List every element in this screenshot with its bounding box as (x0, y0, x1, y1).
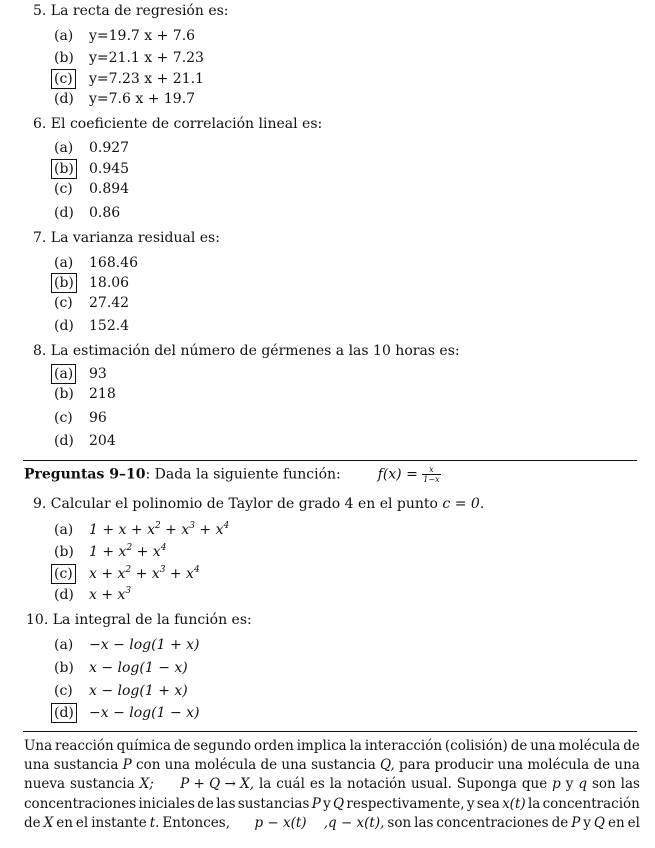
q10-option-a-label: (a) (54, 637, 74, 653)
paragraph-word: una (497, 757, 524, 774)
paragraph-word: Una (24, 738, 53, 754)
paragraph-word: con (136, 757, 161, 774)
q10-option-b-label: (b) (54, 660, 74, 676)
q5-option-c-label: (c) (51, 69, 76, 89)
paragraph-word: la (258, 776, 272, 793)
question-9-text: 9. Calcular el polinomio de Taylor de grado 4 en el punto (33, 496, 443, 512)
paragraph-word: t. (149, 814, 160, 831)
q6-option-b-value: 0.945 (89, 161, 130, 177)
paragraph-word: (colisión) (444, 738, 508, 754)
q5-option-a-label: (a) (54, 28, 74, 44)
q6-option-d-value: 0.86 (89, 205, 121, 221)
paragraph-word: notación (347, 776, 406, 793)
q8-option-a-label: (a) (51, 364, 76, 384)
function-definition: f(x) = (377, 466, 423, 483)
paragraph-word: interacción (364, 738, 443, 754)
q8-option-d-label: (d) (54, 433, 74, 449)
paragraph-word: respectivamente, (346, 795, 465, 812)
paragraph-word: sustancia (53, 757, 119, 774)
paragraph-word: la (349, 738, 362, 754)
paragraph-word: orden (253, 738, 294, 754)
q7-option-d-label: (d) (54, 318, 74, 334)
q7-option-a-label: (a) (54, 255, 74, 271)
q8-option-b-label: (b) (54, 386, 74, 402)
q8-option-c-label: (c) (54, 410, 73, 426)
q8-option-d-value: 204 (89, 433, 116, 449)
q6-option-b-label: (b) (51, 159, 77, 179)
question-5: 5. La recta de regresión es: (33, 3, 229, 19)
q7-option-d-value: 152.4 (89, 318, 130, 334)
paragraph-word: una (614, 757, 640, 774)
paragraph-word: que (521, 776, 548, 793)
question-9-point: c = 0 (442, 496, 480, 512)
q5-option-c-value: y=7.23 x + 21.1 (89, 71, 204, 87)
q6-option-c-value: 0.894 (89, 181, 130, 197)
paragraph-line-1 (24, 737, 640, 756)
paragraph-word: molécula (558, 738, 621, 754)
paragraph-word: el (75, 814, 89, 831)
paragraph-line-4 (24, 795, 640, 814)
problem-paragraph (24, 737, 640, 833)
section-header (24, 465, 441, 484)
paragraph-word: la (329, 776, 343, 793)
paragraph-word: en (607, 814, 625, 831)
q5-option-d-value: y=7.6 x + 19.7 (89, 91, 196, 107)
q5-option-a-value: y=19.7 x + 7.6 (89, 28, 196, 44)
paragraph-word: y (583, 814, 591, 831)
section-header-text: : Dada la siguiente función: (145, 466, 341, 483)
fraction-denominator: 1−x (423, 475, 440, 484)
paragraph-word: y (565, 776, 574, 793)
paragraph-word: una (281, 757, 307, 774)
q5-option-d-label: (d) (54, 91, 74, 107)
paragraph-word: sustancia (311, 757, 376, 774)
paragraph-word: de (623, 738, 640, 754)
paragraph-word: concentraciones (24, 795, 137, 812)
q10-option-d-label: (d) (51, 703, 77, 723)
question-6: 6. El coeficiente de correlación lineal es: (33, 116, 323, 132)
paragraph-word: Entonces, (162, 814, 230, 831)
q9-option-c-label: (c) (51, 564, 76, 584)
section-divider (23, 460, 637, 461)
paragraph-word: Q (333, 795, 345, 812)
paragraph-word: química (116, 738, 171, 754)
paragraph-line-5 (24, 814, 640, 833)
paragraph-word: producir (434, 757, 494, 774)
q5-option-b-label: (b) (54, 50, 74, 66)
q7-option-c-value: 27.42 (89, 295, 130, 311)
q8-option-b-value: 218 (89, 386, 116, 402)
paragraph-word: las (414, 814, 434, 831)
q9-option-d-value: $x + x^3$ (89, 586, 132, 603)
question-9-period: . (479, 496, 485, 512)
paragraph-word: de (593, 757, 611, 774)
question-9 (33, 496, 484, 512)
paragraph-word: son (591, 776, 616, 793)
q9-option-a-label: (a) (54, 522, 74, 538)
q8-option-a-value: 93 (89, 366, 107, 382)
paragraph-word: de (510, 738, 528, 754)
q7-option-a-value: 168.46 (89, 255, 138, 271)
q9-option-b-label: (b) (54, 544, 74, 560)
q10-option-c-label: (c) (54, 683, 73, 699)
fraction-numerator: x (422, 465, 440, 475)
paragraph-word: nueva (24, 776, 66, 793)
q10-option-c-value: x − log(1 + x) (89, 683, 188, 699)
paragraph-word: cuál (276, 776, 305, 793)
paragraph-word: de (197, 795, 214, 812)
paragraph-word: usual. (410, 776, 452, 793)
q7-option-b-value: 18.06 (89, 275, 130, 291)
paragraph-word: son (387, 814, 412, 831)
question-10: 10. La integral de la función es: (26, 612, 252, 628)
paragraph-word: Q, (380, 757, 395, 774)
q8-option-c-value: 96 (89, 410, 107, 426)
paragraph-word: iniciales (138, 795, 195, 812)
section-header-bold: Preguntas 9–10 (24, 466, 146, 483)
q9-option-d-label: (d) (54, 587, 74, 603)
paragraph-word: X; (139, 776, 154, 793)
q6-option-a-label: (a) (54, 140, 74, 156)
paragraph-word: instante (91, 814, 147, 831)
paragraph-word: Suponga (456, 776, 517, 793)
paragraph-word: sustancias (237, 795, 310, 812)
paragraph-word: de (173, 738, 191, 754)
paragraph-word: de (260, 757, 278, 774)
paragraph-word: las (216, 795, 236, 812)
q10-option-a-value: −x − log(1 + x) (89, 637, 200, 653)
paragraph-word: y (466, 795, 475, 812)
paragraph-word: una (164, 757, 191, 774)
q10-option-b-value: x − log(1 − x) (89, 660, 188, 676)
paragraph-word: segundo (193, 738, 252, 754)
paragraph-word: P (311, 795, 321, 812)
paragraph-word: q (578, 776, 587, 793)
paragraph-word: las (620, 776, 640, 793)
question-8: 8. La estimación del número de gérmenes a las 10 horas es: (33, 343, 460, 359)
paragraph-word: molécula (194, 757, 257, 774)
paragraph-word: una (24, 757, 50, 774)
paragraph-word: p (552, 776, 561, 793)
q7-option-c-label: (c) (54, 295, 73, 311)
paragraph-word: y (323, 795, 331, 812)
paragraph-word: de (24, 814, 41, 831)
q9-option-c-value: $x + x^2 + x^3 + x^4$ (89, 565, 200, 582)
q7-option-b-label: (b) (51, 273, 77, 293)
paragraph-word: P + Q → X, (158, 776, 255, 793)
question-7: 7. La varianza residual es: (33, 230, 220, 246)
function-fraction (422, 465, 440, 484)
paragraph-word: concentración (542, 795, 640, 812)
q10-option-d-value: −x − log(1 − x) (89, 705, 200, 721)
paragraph-word: una (530, 738, 556, 754)
paragraph-word: de (551, 814, 569, 831)
paragraph-word: sea (476, 795, 500, 812)
paragraph-word: P (571, 814, 581, 831)
section-divider-2 (23, 731, 637, 732)
paragraph-word: concentraciones (436, 814, 549, 831)
paragraph-line-2 (24, 756, 640, 775)
paragraph-line-3 (24, 775, 640, 794)
paragraph-word: P (122, 757, 132, 774)
paragraph-word: reacción (54, 738, 114, 754)
paragraph-word: X (43, 814, 54, 831)
q5-option-b-value: y=21.1 x + 7.23 (89, 50, 204, 66)
q6-option-c-label: (c) (54, 181, 73, 197)
paragraph-word: molécula (527, 757, 590, 774)
paragraph-word: p − x(t) ,q − x(t), (232, 814, 385, 831)
q9-option-b-value: $1 + x^2 + x^4$ (89, 543, 167, 560)
paragraph-word: implica (296, 738, 347, 754)
paragraph-word: Q (593, 814, 605, 831)
paragraph-word: para (399, 757, 431, 774)
paragraph-word: en (56, 814, 73, 831)
q6-option-a-value: 0.927 (89, 140, 130, 156)
q6-option-d-label: (d) (54, 205, 74, 221)
q9-option-a-value: $1 + x + x^2 + x^3 + x^4$ (89, 521, 230, 538)
paragraph-word: sustancia (70, 776, 135, 793)
paragraph-word: el (627, 814, 640, 831)
paragraph-word: x(t) (502, 795, 526, 812)
paragraph-word: es (309, 776, 325, 793)
paragraph-word: la (527, 795, 541, 812)
